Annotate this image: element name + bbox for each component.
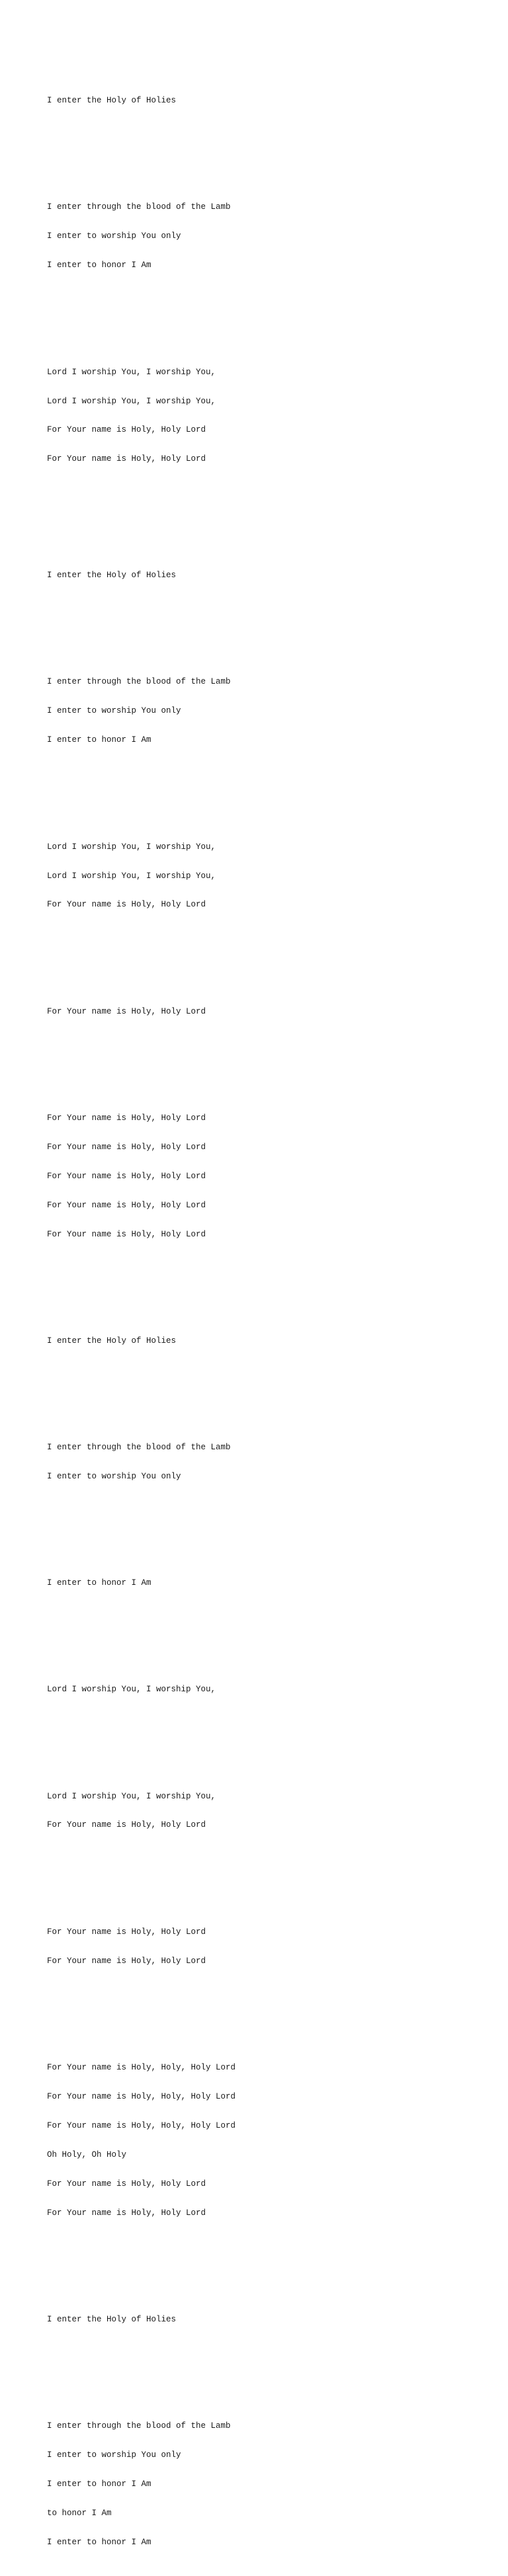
lyric-line: For Your name is Holy, Holy Lord (47, 1229, 206, 1239)
lyric-line: For Your name is Holy, Holy Lord (47, 454, 206, 464)
lyric-line: Lord I worship You, I worship You, (47, 367, 216, 377)
stanza (47, 183, 470, 290)
lyric-line: I enter to honor I Am (47, 261, 151, 270)
lyric-line: For Your name is Holy, Holy Lord (47, 425, 206, 435)
stanza (47, 1559, 470, 1607)
lyric-line: For Your name is Holy, Holy, Holy Lord (47, 2091, 236, 2101)
lyric-line: For Your name is Holy, Holy Lord (47, 1006, 206, 1016)
lyric-line: For Your name is Holy, Holy Lord (47, 1927, 206, 1937)
lyric-line: For Your name is Holy, Holy, Holy Lord (47, 2062, 236, 2072)
lyric-line: I enter to worship You only (47, 1471, 181, 1481)
lyric-line: Lord I worship You, I worship You, (47, 1685, 216, 1695)
lyric-line: I enter the Holy of Holies (47, 2314, 177, 2324)
lyric-line: I enter through the blood of the Lamb (47, 677, 231, 687)
lyric-line: I enter through the blood of the Lamb (47, 202, 231, 212)
lyric-line: For Your name is Holy, Holy Lord (47, 2208, 206, 2218)
lyric-line: For Your name is Holy, Holy Lord (47, 900, 206, 910)
stanza (47, 1772, 470, 1849)
lyric-line: I enter through the blood of the Lamb (47, 1443, 231, 1453)
lyric-line: For Your name is Holy, Holy Lord (47, 1142, 206, 1152)
stanza (47, 2295, 470, 2343)
lyric-line: I enter the Holy of Holies (47, 96, 177, 106)
stanza (47, 1094, 470, 1259)
stanza (47, 658, 470, 764)
stanza (47, 2044, 470, 2237)
lyric-line: Lord I worship You, I worship You, (47, 842, 216, 852)
lyric-line: I enter to worship You only (47, 231, 181, 241)
lyric-line: Lord I worship You, I worship You, (47, 1791, 216, 1801)
lyric-line: I enter through the blood of the Lamb (47, 2421, 231, 2431)
lyric-line: Oh Holy, Oh Holy (47, 2150, 127, 2159)
lyric-line: For Your name is Holy, Holy Lord (47, 2179, 206, 2189)
lyric-line: For Your name is Holy, Holy Lord (47, 1113, 206, 1123)
lyric-line: For Your name is Holy, Holy Lord (47, 1200, 206, 1210)
stanza (47, 1908, 470, 1985)
lyric-line: For Your name is Holy, Holy Lord (47, 1171, 206, 1181)
lyric-line: I enter to honor I Am (47, 735, 151, 745)
stanza (47, 1317, 470, 1365)
lyric-line: For Your name is Holy, Holy Lord (47, 1820, 206, 1830)
lyric-line: Lord I worship You, I worship You, (47, 871, 216, 881)
stanza (47, 2402, 470, 2567)
stanza (47, 987, 470, 1035)
lyric-line: For Your name is Holy, Holy, Holy Lord (47, 2120, 236, 2130)
lyric-line: Lord I worship You, I worship You, (47, 396, 216, 406)
lyric-line: I enter to worship You only (47, 2450, 181, 2460)
lyric-line: I enter to honor I Am (47, 2479, 151, 2489)
lyric-line: I enter the Holy of Holies (47, 1336, 177, 1346)
stanza (47, 348, 470, 483)
lyric-line: to honor I Am (47, 2508, 112, 2518)
lyric-line: I enter the Holy of Holies (47, 571, 177, 581)
stanza (47, 1424, 470, 1501)
stanza (47, 77, 470, 125)
lyric-line: I enter to honor I Am (47, 2537, 151, 2547)
stanza (47, 823, 470, 929)
stanza (47, 551, 470, 600)
lyric-line: For Your name is Holy, Holy Lord (47, 1956, 206, 1966)
lyric-line: I enter to worship You only (47, 706, 181, 716)
stanza (47, 1666, 470, 1714)
lyric-line: I enter to honor I Am (47, 1578, 151, 1588)
lyrics-document (47, 48, 470, 2576)
